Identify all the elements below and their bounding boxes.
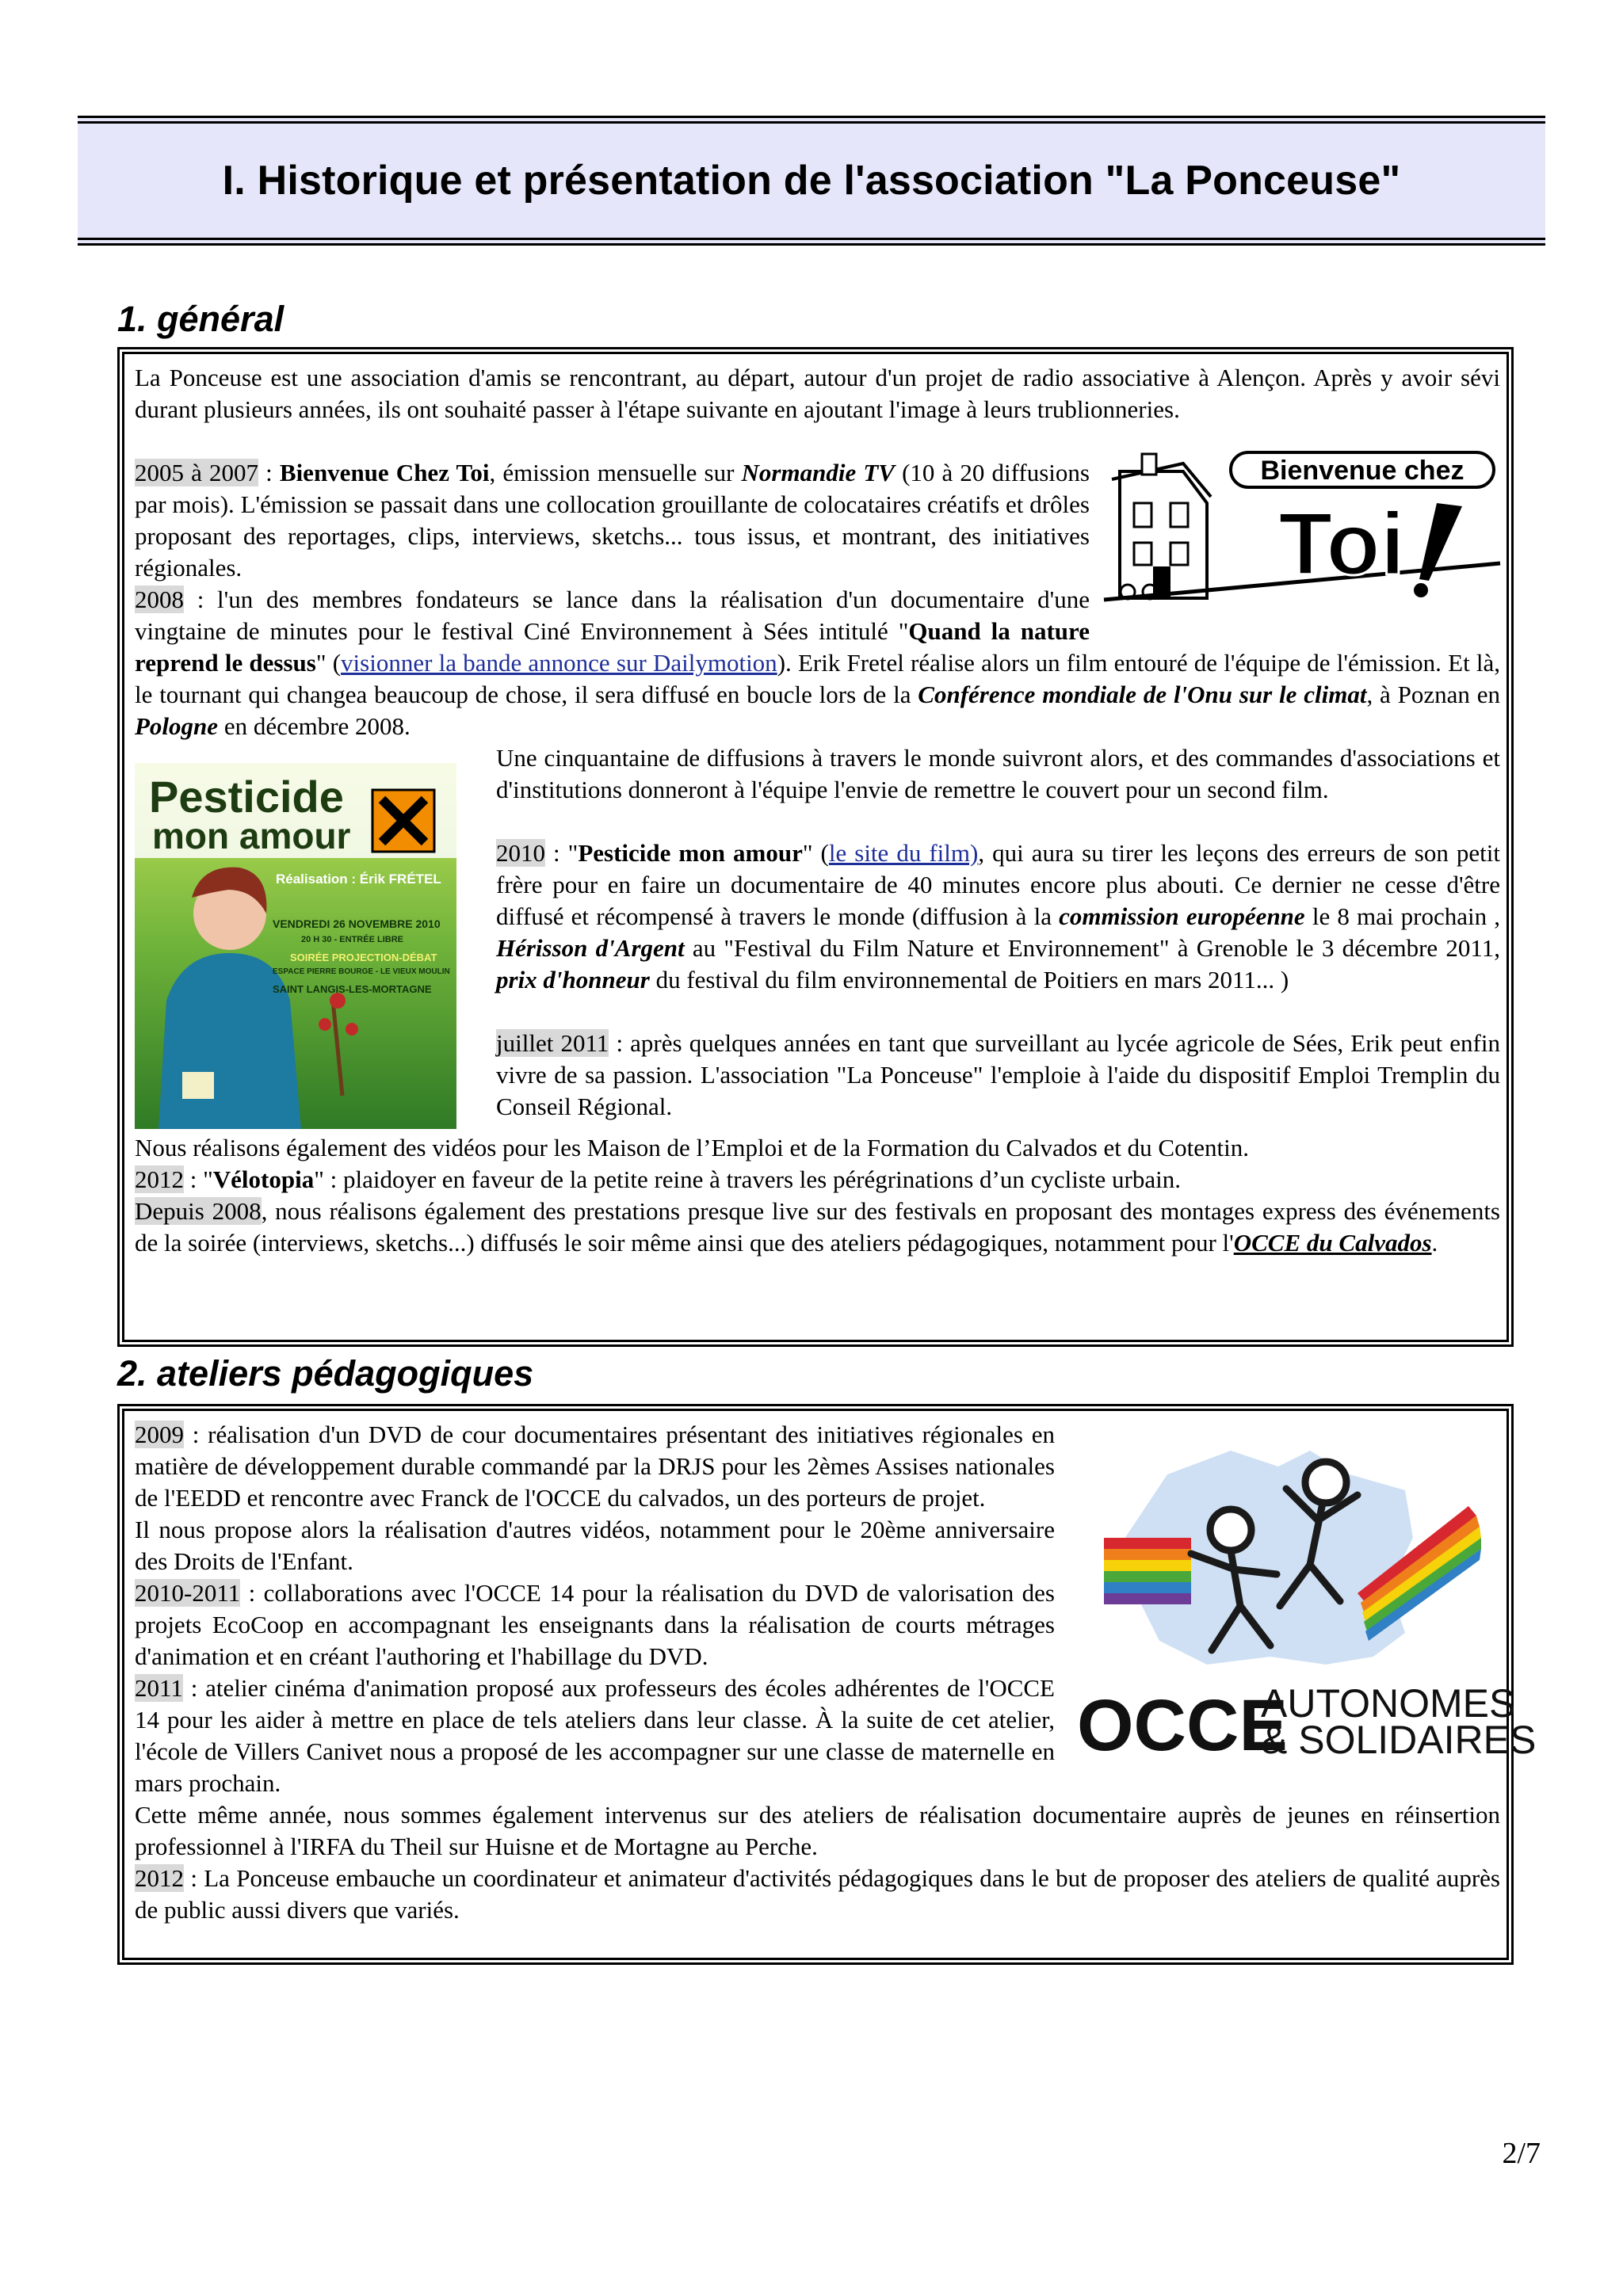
page-number: 2/7 xyxy=(1502,2137,1541,2170)
date-2010: 2010 xyxy=(496,839,545,867)
date-2012: 2012 xyxy=(135,1165,184,1193)
text-fragment: : xyxy=(258,459,280,486)
text-fragment: : après quelques années en tant que surveillant au lycée agricole de Sées, Erik peut enfin vivre de sa passion. L'association "La Ponceuse" l'emploie à l'aide du dispositif Emploi Tremplin du Conseil Régional. xyxy=(496,1029,1500,1120)
bienvenue-chez-toi-logo xyxy=(1104,448,1500,614)
paragraph-meme-annee: Cette même année, nous sommes également intervenus sur des ateliers de réalisation documentaire auprès de jeunes en réinsertion professionnel à l'IRFA du Theil sur Huisne et de Mortagne au Perche. xyxy=(135,1801,1500,1860)
bienvenue-logo-line2: Toi xyxy=(1278,494,1405,593)
award-commission: commission européenne xyxy=(1059,902,1305,930)
text-fragment: le 8 mai prochain , xyxy=(1304,902,1501,930)
paragraph-suite: Une cinquantaine de diffusions à travers le monde suivront alors, et des commandes d'associations et d'institutions donneront à l'équipe l'envie de remettre le couvert pour un second film. xyxy=(496,744,1500,803)
text-fragment: : La Ponceuse embauche un coordinateur et animateur d'activités pédagogiques dans le but de proposer des ateliers de qualité auprès de public aussi divers que variés. xyxy=(135,1864,1500,1924)
date-depuis-2008: Depuis 2008 xyxy=(135,1197,262,1225)
dailymotion-link[interactable]: visionner la bande annonce sur Dailymotion xyxy=(341,649,777,677)
award-prix: prix d'honneur xyxy=(496,966,650,994)
poster-credit: Réalisation : Érik FRÉTEL xyxy=(276,871,441,887)
poster-event: SOIRÉE PROJECTION-DÉBAT xyxy=(290,952,437,963)
date-2011: 2011 xyxy=(135,1674,183,1702)
paragraph-2012-coordinateur xyxy=(135,1863,1500,1926)
text-fragment: " ( xyxy=(315,649,342,677)
section-heading-general: 1. général xyxy=(117,299,285,339)
text-fragment: , qui aura su tirer les leçons des erreurs de son petit frère pour en faire un documentaire de 40 minutes encore plus abouti. Ce dernier ne cesse d'être diffusé et récompensé à travers le monde (diffusion à la xyxy=(496,839,1500,930)
channel-name: Normandie TV xyxy=(741,459,895,486)
text-fragment: du festival du film environnemental de Poitiers en mars 2011... ) xyxy=(649,966,1289,994)
film-site-link[interactable]: le site du film) xyxy=(828,839,979,867)
poster-time: 20 H 30 - ENTRÉE LIBRE xyxy=(301,935,403,944)
bienvenue-logo-line1: Bienvenue chez xyxy=(1260,456,1465,486)
occe-logo-line1: AUTONOMES xyxy=(1261,1681,1516,1726)
award-herisson: Hérisson d'Argent xyxy=(496,934,685,962)
poster-date: VENDREDI 26 NOVEMBRE 2010 xyxy=(273,917,441,930)
poster-drawing xyxy=(135,763,456,1129)
text-fragment: : atelier cinéma d'animation proposé aux professeurs des écoles adhérentes de l'OCCE 14 pour les aider à mettre en place de tels ateliers dans leur classe. À la suite de cet atelier, l'école de Villers Canivet nous a proposé de les accompagner sur une classe de maternelle en mars prochain. xyxy=(135,1674,1055,1797)
occe-logo-brand: OCCE xyxy=(1077,1685,1288,1766)
poster-venue: ESPACE PIERRE BOURGE - LE VIEUX MOULIN xyxy=(273,967,450,976)
date-2009: 2009 xyxy=(135,1421,184,1448)
section-ateliers-frame xyxy=(117,1404,1537,1965)
text-fragment: , nous réalisons également des prestations presque live sur des festivals en proposant des montages express des événements de la soirée (interviews, sketchs...) diffusés le soir même ainsi que des ateliers pédagogiques, notamment pour l' xyxy=(135,1197,1500,1257)
film-title-quand: Quand la nature reprend le dessus xyxy=(135,617,1090,677)
show-name: Bienvenue Chez Toi xyxy=(279,459,490,486)
paragraph-2012-velotopia xyxy=(135,1164,1500,1196)
paragraph-depuis-2008 xyxy=(135,1196,1500,1259)
text-fragment: (10 à 20 diffusions par mois). L'émission se passait dans une collocation grouillante de colocataires créatifs et drôles proposant des reportages, clips, interviews, sketchs... tous issus, et montrant, des initiatives régionales. xyxy=(135,459,1090,582)
text-fragment: , à Poznan en xyxy=(1366,681,1500,708)
film-title-velotopia: Vélotopia xyxy=(212,1165,315,1193)
date-2008: 2008 xyxy=(135,585,184,613)
date-2010-2011: 2010-2011 xyxy=(135,1579,241,1607)
poster-title2: mon amour xyxy=(152,815,351,856)
conference-name: Conférence mondiale de l'Onu sur le climat xyxy=(918,681,1367,708)
text-fragment: : l'un des membres fondateurs se lance dans la réalisation d'un documentaire d'une vingtaine de minutes pour le festival Ciné Environnement à Sées intitulé " xyxy=(135,585,1090,645)
text-fragment: en décembre 2008. xyxy=(218,712,411,740)
poster-title1: Pesticide xyxy=(149,772,344,822)
date-juillet-2011: juillet 2011 xyxy=(496,1029,609,1057)
text-fragment: . xyxy=(1431,1229,1438,1257)
pesticide-poster xyxy=(135,763,456,1129)
date-2012-coord: 2012 xyxy=(135,1864,184,1892)
text-fragment: : collaborations avec l'OCCE 14 pour la réalisation du DVD de valorisation des projets EcoCoop en accompagnant les enseignants dans la réalisation de courts métrages d'animation et en créant l'authoring et l'habillage du DVD. xyxy=(135,1579,1055,1670)
text-fragment: : " xyxy=(184,1165,213,1193)
occe-logo-line2: & SOLIDAIRES xyxy=(1261,1718,1537,1762)
occe-calvados: OCCE du Calvados xyxy=(1233,1229,1432,1257)
title-banner xyxy=(78,116,1545,246)
occe-logo xyxy=(1072,1419,1537,1766)
film-title-pesticide: Pesticide mon amour xyxy=(578,839,803,867)
intro-paragraph: La Ponceuse est une association d'amis se rencontrant, au départ, autour d'un projet de radio associative à Alençon. Après y avoir sévi durant plusieurs années, ils ont souhaité passer à l'étape suivante en ajoutant l'image à leurs trublionneries. xyxy=(135,364,1500,423)
occe-logo-drawing xyxy=(1072,1419,1537,1766)
paragraph-propose: Il nous propose alors la réalisation d'autres vidéos, notamment pour le 20ème anniversaire des Droits de l'Enfant. xyxy=(135,1516,1055,1575)
poster-city: SAINT LANGIS-LES-MORTAGNE xyxy=(273,983,432,995)
country-name: Pologne xyxy=(135,712,219,740)
text-fragment: : réalisation d'un DVD de cour documentaires présentant des initiatives régionales en matière de développement durable commandé par la DRJS pour les 2èmes Assises nationales de l'EEDD et rencontre avec Franck de l'OCCE du calvados, un des porteurs de projet. xyxy=(135,1421,1055,1512)
page-title: I. Historique et présentation de l'association "La Ponceuse" xyxy=(222,158,1401,204)
paragraph-maison-emploi: Nous réalisons également des vidéos pour les Maison de l’Emploi et de la Formation du Calvados et du Cotentin. xyxy=(135,1134,1249,1161)
text-fragment: , émission mensuelle sur xyxy=(489,459,742,486)
text-fragment: : " xyxy=(545,839,579,867)
section-heading-ateliers: 2. ateliers pédagogiques xyxy=(117,1353,534,1394)
text-fragment: " : plaidoyer en faveur de la petite reine à travers les pérégrinations d’un cycliste urbain. xyxy=(314,1165,1181,1193)
date-2005-2007: 2005 à 2007 xyxy=(135,459,259,486)
text-fragment: ). Erik Fretel réalise alors un film entouré de l'équipe de l'émission. Et là, le tournant qui changea beaucoup de chose, il sera diffusé en boucle lors de la xyxy=(135,649,1501,708)
text-fragment: au "Festival du Film Nature et Environnement" à Grenoble le 3 décembre 2011, xyxy=(684,934,1501,962)
bienvenue-logo-drawing xyxy=(1104,448,1500,614)
text-fragment: " ( xyxy=(802,839,829,867)
section-general-frame xyxy=(117,347,1514,1347)
